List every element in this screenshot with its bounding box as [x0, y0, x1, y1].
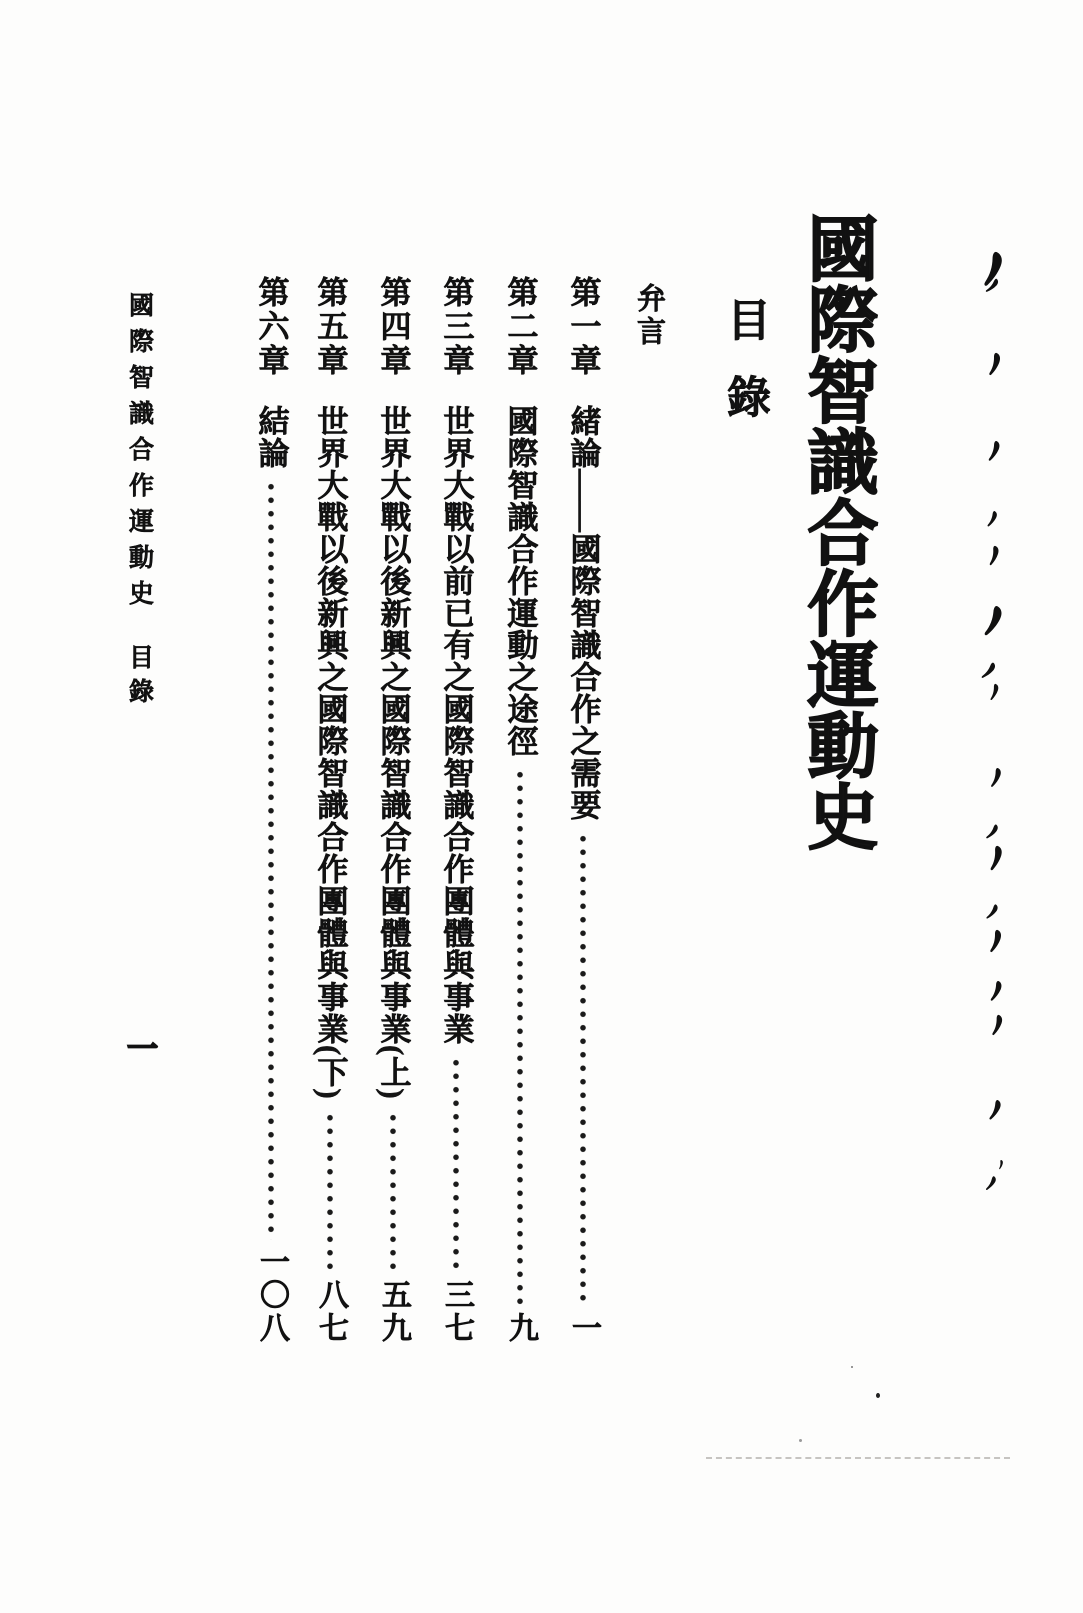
margin-running-title: 國際智識合作運動史 [125, 292, 153, 616]
chapter-label: 第三章 [438, 276, 474, 378]
chapter-page-number: 八七 [314, 1279, 347, 1345]
dot-leader [579, 832, 587, 1306]
chapter-title: 世界大戰以前已有之國際智識合作團體與事業 [438, 405, 474, 1045]
chapter-title: 世界大戰以後新興之國際智識合作團體與事業(下) [312, 405, 348, 1100]
chapter-page-number: 九 [504, 1312, 537, 1345]
chapter-title: 緒論——國際智識合作之需要 [565, 405, 601, 821]
dot-leader [389, 1111, 397, 1273]
page-margin-column [118, 292, 160, 712]
chapter-page-number: 一 [567, 1312, 600, 1345]
ink-speck [876, 1393, 880, 1398]
toc-entry [497, 276, 543, 1345]
foreword-label: 弁言 [633, 283, 665, 349]
toc-entry [560, 276, 606, 1345]
dot-leader [326, 1111, 334, 1273]
chapter-page-number: 三七 [440, 1279, 473, 1345]
chapter-label: 第二章 [502, 276, 538, 378]
margin-page-number: 一 [122, 1032, 157, 1063]
toc-entry [248, 276, 294, 1345]
chapter-label: 第一章 [565, 276, 601, 378]
toc-heading: 目錄 [720, 297, 769, 451]
book-title: 國際智識合作運動史 [797, 212, 875, 851]
dot-leader [516, 768, 524, 1306]
dot-leader [452, 1056, 460, 1273]
chapter-title: 結論 [253, 405, 289, 469]
footer-dashed-line [706, 1457, 1010, 1459]
toc-entry [307, 276, 353, 1345]
chapter-title: 國際智識合作運動之途徑 [502, 405, 538, 757]
chapter-label: 第六章 [253, 276, 289, 378]
margin-section-label: 目錄 [125, 644, 153, 712]
chapter-page-number: 五九 [377, 1279, 410, 1345]
chapter-title: 世界大戰以後新興之國際智識合作團體與事業(上) [375, 405, 411, 1100]
ink-speck [851, 1366, 853, 1368]
chapter-label: 第四章 [375, 276, 411, 378]
toc-entry [433, 276, 479, 1345]
chapter-page-number: 一〇八 [255, 1246, 288, 1345]
chapter-label: 第五章 [312, 276, 348, 378]
ink-speck [799, 1439, 802, 1442]
toc-entry [370, 276, 416, 1345]
dot-leader [267, 480, 275, 1240]
ink-smudge-icon [975, 238, 1015, 1208]
